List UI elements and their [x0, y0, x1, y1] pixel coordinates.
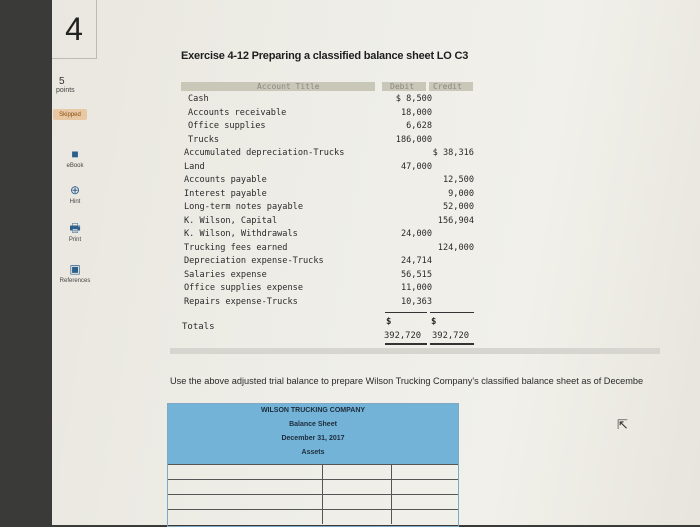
debit-value: 56,515 — [400, 269, 432, 280]
hint-label: Hint — [69, 199, 81, 205]
amount-input[interactable] — [323, 510, 392, 524]
debit-header: Debit — [390, 82, 415, 91]
account-title: K. Wilson, Capital — [184, 215, 278, 226]
print-button[interactable] — [55, 222, 95, 243]
company-name: WILSON TRUCKING COMPANY — [260, 407, 366, 414]
account-title: Land — [184, 161, 205, 172]
account-title: Cash — [188, 94, 209, 104]
amount-input[interactable] — [323, 480, 392, 494]
account-title: Trucks — [188, 134, 220, 145]
table-row — [168, 509, 458, 524]
credit-value: 9,000 — [448, 188, 474, 199]
cursor-icon: ⇱ — [617, 417, 628, 432]
debit-value: 18,000 — [400, 107, 432, 118]
credit-value: 12,500 — [442, 175, 474, 185]
statement-date: December 31, 2017 — [281, 435, 345, 442]
hint-button[interactable] — [55, 184, 95, 205]
account-input[interactable] — [168, 510, 323, 524]
account-title: Office supplies — [188, 121, 266, 131]
debit-value: 186,000 — [395, 134, 432, 145]
account-title: Accounts receivable — [188, 107, 287, 118]
debit-value: 10,363 — [400, 296, 432, 307]
statement-title: Balance Sheet — [289, 421, 337, 428]
totals-debit-symbol: $ — [386, 317, 392, 327]
table-row — [168, 479, 458, 494]
account-title: Depreciation expense-Trucks — [184, 256, 324, 266]
credit-value: 52,000 — [442, 202, 474, 212]
table-row — [168, 464, 458, 479]
ebook-button[interactable] — [55, 148, 95, 169]
credit-header: Credit — [433, 82, 462, 91]
credit-double-underline — [430, 343, 474, 345]
credit-value: $ 38,316 — [432, 148, 474, 158]
account-title: Accumulated depreciation-Trucks — [184, 148, 345, 158]
question-number-box — [52, 0, 97, 59]
totals-credit: 392,720 — [432, 331, 470, 341]
totals-label: Totals — [182, 322, 215, 332]
exercise-title: Exercise 4-12 Preparing a classified balance sheet LO C3 — [181, 50, 469, 62]
credit-value: 156,904 — [437, 215, 474, 226]
book-icon: ■ — [71, 147, 79, 161]
debit-value: 6,628 — [406, 121, 432, 131]
references-icon: ▣ — [69, 262, 81, 276]
debit-value: 24,000 — [400, 229, 432, 239]
debit-value: 47,000 — [400, 161, 432, 172]
totals-debit: 392,720 — [384, 331, 422, 341]
points-label: points — [56, 87, 75, 94]
account-title: Repairs expense-Trucks — [184, 296, 298, 307]
print-icon: 🖶 — [69, 221, 81, 235]
references-button[interactable] — [55, 263, 95, 284]
amount-input[interactable] — [323, 465, 392, 479]
credit-underline — [430, 312, 474, 313]
account-title: Accounts payable — [184, 175, 267, 185]
debit-value: 24,714 — [400, 256, 432, 266]
instruction-text: Use the above adjusted trial balance to prepare Wilson Trucking Company's classified balance sheet as of Decembe — [170, 376, 644, 386]
account-title-header: Account Title — [257, 82, 320, 91]
divider — [170, 348, 660, 354]
account-title: Interest payable — [184, 188, 267, 199]
amount-input[interactable] — [323, 495, 392, 509]
ebook-label: eBook — [66, 163, 84, 169]
account-title: Long-term notes payable — [184, 202, 303, 212]
debit-double-underline — [385, 343, 427, 345]
sidebar — [0, 0, 98, 525]
points-value: 5 — [59, 76, 65, 87]
account-title: Office supplies expense — [184, 283, 303, 293]
account-input[interactable] — [168, 465, 323, 479]
totals-credit-symbol: $ — [431, 317, 437, 327]
section-label: Assets — [301, 449, 325, 456]
table-row — [168, 494, 458, 509]
references-label: References — [59, 278, 91, 284]
account-title: Trucking fees earned — [184, 242, 288, 253]
hint-icon: ⊕ — [69, 183, 81, 197]
balance-sheet-header — [168, 404, 458, 464]
status-badge: Skipped — [53, 109, 87, 120]
account-title: K. Wilson, Withdrawals — [184, 229, 298, 239]
account-input[interactable] — [168, 480, 323, 494]
balance-sheet-form — [167, 403, 459, 527]
debit-underline — [385, 312, 427, 313]
account-input[interactable] — [168, 495, 323, 509]
print-label: Print — [68, 237, 82, 243]
account-title: Salaries expense — [184, 269, 267, 280]
debit-value: 11,000 — [400, 283, 432, 293]
debit-value: $ 8,500 — [395, 94, 432, 104]
question-number: 4 — [65, 10, 83, 47]
credit-value: 124,000 — [437, 242, 474, 253]
